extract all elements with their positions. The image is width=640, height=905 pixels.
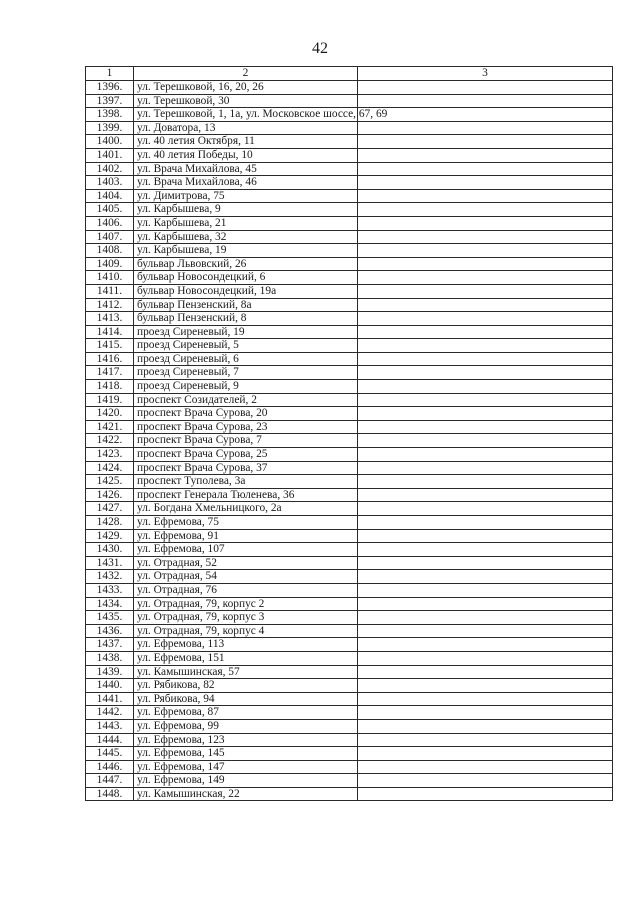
table-row [86,706,613,720]
row-number: 1413. [86,312,134,326]
row-number: 1418. [86,380,134,394]
row-address: ул. Отрадная, 52 [134,556,358,570]
row-address: проспект Созидателей, 2 [134,393,358,407]
table-row [86,94,613,108]
table-row [86,339,613,353]
row-address: ул. Карбышева, 32 [134,230,358,244]
row-number: 1411. [86,284,134,298]
row-column-3 [358,624,613,638]
row-address: проезд Сиреневый, 9 [134,380,358,394]
row-column-3 [358,108,613,122]
row-column-3 [358,271,613,285]
header-col-3: 3 [358,67,613,81]
row-column-3 [358,135,613,149]
row-number: 1437. [86,638,134,652]
table-row [86,108,613,122]
row-number: 1396. [86,81,134,95]
row-address: проспект Генерала Тюленева, 36 [134,488,358,502]
row-address: ул. Ефремова, 147 [134,760,358,774]
row-number: 1416. [86,352,134,366]
row-number: 1400. [86,135,134,149]
row-number: 1429. [86,529,134,543]
row-column-3 [358,448,613,462]
row-address: ул. Ефремова, 91 [134,529,358,543]
table-row [86,434,613,448]
table-row [86,638,613,652]
table-body [86,81,613,801]
row-address: ул. Отрадная, 79, корпус 3 [134,611,358,625]
table-row [86,148,613,162]
table-row [86,230,613,244]
table-row [86,366,613,380]
row-address: ул. Карбышева, 19 [134,244,358,258]
table-header-row [86,67,613,81]
row-number: 1397. [86,94,134,108]
row-column-3 [358,651,613,665]
row-column-3 [358,434,613,448]
table-row [86,692,613,706]
table-row [86,312,613,326]
row-column-3 [358,488,613,502]
row-address: ул. Врача Михайлова, 46 [134,176,358,190]
table-row [86,583,613,597]
row-number: 1436. [86,624,134,638]
table-row [86,81,613,95]
row-column-3 [358,638,613,652]
row-column-3 [358,230,613,244]
table-row [86,787,613,801]
row-column-3 [358,787,613,801]
table-row [86,665,613,679]
row-number: 1409. [86,257,134,271]
row-number: 1404. [86,189,134,203]
table-row [86,162,613,176]
row-number: 1446. [86,760,134,774]
row-address: проезд Сиреневый, 5 [134,339,358,353]
row-number: 1430. [86,543,134,557]
row-address: проезд Сиреневый, 6 [134,352,358,366]
table-row [86,747,613,761]
row-column-3 [358,203,613,217]
table-row [86,352,613,366]
table-row [86,121,613,135]
row-address: проспект Врача Сурова, 20 [134,407,358,421]
table-row [86,176,613,190]
row-address: ул. Терешковой, 1, 1а, ул. Московское шоссе, 67, 69 [134,108,358,122]
row-column-3 [358,529,613,543]
row-number: 1445. [86,747,134,761]
table-row [86,189,613,203]
row-address: проспект Врача Сурова, 23 [134,420,358,434]
row-address: ул. Рябикова, 94 [134,692,358,706]
row-address: ул. Рябикова, 82 [134,679,358,693]
table-row [86,597,613,611]
row-address: бульвар Львовский, 26 [134,257,358,271]
row-number: 1399. [86,121,134,135]
table-row [86,380,613,394]
table-row [86,774,613,788]
row-number: 1433. [86,583,134,597]
row-number: 1426. [86,488,134,502]
row-column-3 [358,325,613,339]
table-row [86,611,613,625]
row-number: 1448. [86,787,134,801]
row-column-3 [358,380,613,394]
table-row [86,298,613,312]
row-address: ул. Ефремова, 113 [134,638,358,652]
row-column-3 [358,583,613,597]
table-row [86,135,613,149]
table-row [86,203,613,217]
table-row [86,488,613,502]
row-column-3 [358,611,613,625]
row-number: 1420. [86,407,134,421]
row-address: ул. Отрадная, 76 [134,583,358,597]
table-row [86,216,613,230]
row-number: 1428. [86,516,134,530]
header-col-2: 2 [134,67,358,81]
header-col-1: 1 [86,67,134,81]
row-column-3 [358,393,613,407]
row-column-3 [358,556,613,570]
row-address: ул. Ефремова, 107 [134,543,358,557]
table-row [86,651,613,665]
table-row [86,461,613,475]
row-address: ул. Карбышева, 9 [134,203,358,217]
row-column-3 [358,719,613,733]
row-number: 1427. [86,502,134,516]
table-row [86,325,613,339]
row-number: 1440. [86,679,134,693]
table-row [86,719,613,733]
row-column-3 [358,284,613,298]
row-address: ул. Терешковой, 30 [134,94,358,108]
row-address: ул. Ефремова, 123 [134,733,358,747]
row-address: проспект Врача Сурова, 37 [134,461,358,475]
row-address: ул. Богдана Хмельницкого, 2а [134,502,358,516]
row-number: 1438. [86,651,134,665]
row-column-3 [358,516,613,530]
row-column-3 [358,352,613,366]
row-number: 1415. [86,339,134,353]
row-column-3 [358,121,613,135]
row-address: ул. Врача Михайлова, 45 [134,162,358,176]
row-column-3 [358,216,613,230]
row-column-3 [358,475,613,489]
row-number: 1432. [86,570,134,584]
table-row [86,257,613,271]
row-column-3 [358,312,613,326]
table-row [86,244,613,258]
row-number: 1401. [86,148,134,162]
table-row [86,407,613,421]
row-number: 1406. [86,216,134,230]
table-row [86,760,613,774]
row-address: ул. Ефремова, 87 [134,706,358,720]
table-row [86,448,613,462]
row-column-3 [358,692,613,706]
table-row [86,502,613,516]
row-column-3 [358,733,613,747]
row-address: ул. Доватора, 13 [134,121,358,135]
row-column-3 [358,162,613,176]
row-number: 1417. [86,366,134,380]
row-number: 1398. [86,108,134,122]
table-row [86,393,613,407]
row-column-3 [358,679,613,693]
row-address: бульвар Пензенский, 8 [134,312,358,326]
row-address: ул. Отрадная, 54 [134,570,358,584]
row-column-3 [358,189,613,203]
row-column-3 [358,244,613,258]
row-number: 1422. [86,434,134,448]
page-number: 42 [312,40,328,57]
table-row [86,570,613,584]
row-address: ул. 40 летия Октября, 11 [134,135,358,149]
row-number: 1403. [86,176,134,190]
row-address: бульвар Новосондецкий, 6 [134,271,358,285]
row-number: 1425. [86,475,134,489]
row-number: 1421. [86,420,134,434]
row-column-3 [358,176,613,190]
row-number: 1434. [86,597,134,611]
table-row [86,475,613,489]
row-address: ул. Карбышева, 21 [134,216,358,230]
table-row [86,679,613,693]
row-number: 1410. [86,271,134,285]
row-column-3 [358,665,613,679]
row-address: ул. Отрадная, 79, корпус 4 [134,624,358,638]
row-address: ул. Ефремова, 145 [134,747,358,761]
row-number: 1419. [86,393,134,407]
row-address: проспект Туполева, 3а [134,475,358,489]
table-row [86,271,613,285]
row-number: 1435. [86,611,134,625]
row-number: 1414. [86,325,134,339]
row-address: ул. 40 летия Победы, 10 [134,148,358,162]
row-address: проспект Врача Сурова, 25 [134,448,358,462]
row-column-3 [358,81,613,95]
row-number: 1447. [86,774,134,788]
row-address: проезд Сиреневый, 19 [134,325,358,339]
row-address: бульвар Новосондецкий, 19а [134,284,358,298]
row-column-3 [358,774,613,788]
row-column-3 [358,461,613,475]
row-column-3 [358,706,613,720]
table-row [86,284,613,298]
row-address: проезд Сиреневый, 7 [134,366,358,380]
row-number: 1423. [86,448,134,462]
row-address: ул. Димитрова, 75 [134,189,358,203]
row-address: ул. Терешковой, 16, 20, 26 [134,81,358,95]
row-number: 1402. [86,162,134,176]
row-column-3 [358,747,613,761]
row-address: ул. Ефремова, 99 [134,719,358,733]
row-column-3 [358,502,613,516]
table-row [86,516,613,530]
row-address: ул. Камышинская, 57 [134,665,358,679]
row-number: 1405. [86,203,134,217]
row-number: 1443. [86,719,134,733]
table-row [86,733,613,747]
row-number: 1439. [86,665,134,679]
row-address: ул. Отрадная, 79, корпус 2 [134,597,358,611]
address-table [85,66,613,801]
row-address: ул. Ефремова, 149 [134,774,358,788]
table-row [86,624,613,638]
row-column-3 [358,298,613,312]
row-address: бульвар Пензенский, 8а [134,298,358,312]
row-column-3 [358,339,613,353]
row-column-3 [358,597,613,611]
row-column-3 [358,257,613,271]
table-row [86,556,613,570]
row-column-3 [358,94,613,108]
row-number: 1408. [86,244,134,258]
row-number: 1442. [86,706,134,720]
row-column-3 [358,420,613,434]
row-column-3 [358,407,613,421]
row-number: 1412. [86,298,134,312]
row-column-3 [358,760,613,774]
table-row [86,543,613,557]
row-address: ул. Ефремова, 151 [134,651,358,665]
row-address: ул. Камышинская, 22 [134,787,358,801]
row-column-3 [358,543,613,557]
table-row [86,529,613,543]
row-number: 1441. [86,692,134,706]
row-number: 1431. [86,556,134,570]
row-number: 1407. [86,230,134,244]
row-column-3 [358,570,613,584]
row-number: 1424. [86,461,134,475]
row-column-3 [358,366,613,380]
table-row [86,420,613,434]
row-address: проспект Врача Сурова, 7 [134,434,358,448]
row-column-3 [358,148,613,162]
row-address: ул. Ефремова, 75 [134,516,358,530]
row-number: 1444. [86,733,134,747]
